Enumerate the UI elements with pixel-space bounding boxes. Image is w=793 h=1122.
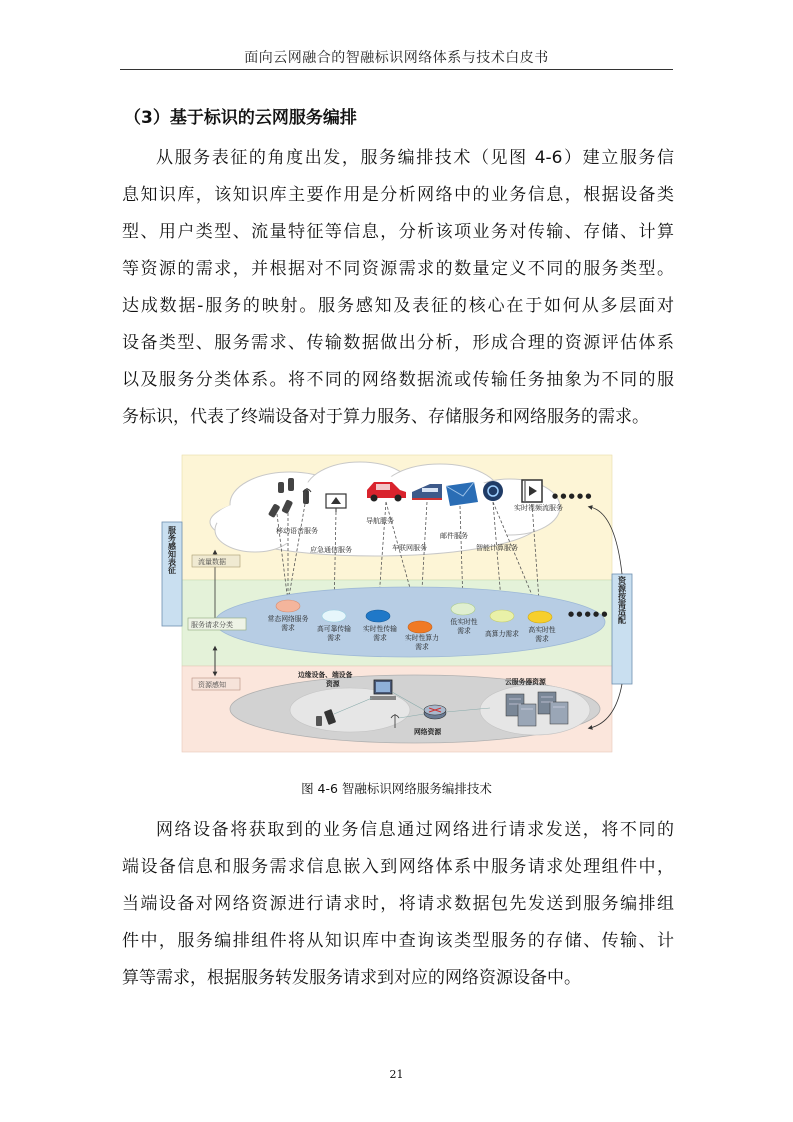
paragraph-2 — [122, 812, 674, 997]
service-label: 车联网服务 — [392, 544, 427, 552]
service-label: 实时视频流服务 — [514, 504, 563, 512]
ai-compute-icon — [483, 481, 503, 501]
paragraph-line: 当端设备对网络资源进行请求时，将请求数据包先发送到服务编排组 — [122, 894, 674, 914]
paragraph-line: 以及服务分类体系。将不同的网络数据流或传输任务抽象为不同的服 — [122, 370, 674, 390]
flow-label: 服务请求分类 — [191, 621, 233, 629]
section-heading: （3）基于标识的云网服务编排 — [124, 108, 357, 128]
demand-label: 需求 — [281, 624, 295, 632]
resource-label-edge: 边缘设备、端设备 — [298, 671, 353, 679]
service-label: 智能计算服务 — [476, 544, 518, 552]
video-stream-icon — [522, 480, 542, 502]
demand-label: 需求 — [415, 643, 429, 651]
paragraph-line: 件中，服务编排组件将从知识库中查询该类型服务的存储、传输、计 — [122, 931, 674, 951]
demand-label: 需求 — [327, 634, 341, 642]
service-label: 应急通信服务 — [310, 546, 352, 554]
service-orchestration-diagram — [160, 452, 634, 754]
demand-label: 需求 — [373, 634, 387, 642]
paragraph-line: 达成数据-服务的映射。服务感知及表征的核心在于如何从多层面对 — [122, 296, 674, 316]
paragraph-line: 算等需求，根据服务转发服务请求到对应的网络资源设备中。 — [122, 968, 581, 988]
paragraph-line: 从服务表征的角度出发，服务编排技术（见图 4-6）建立服务信 — [156, 148, 674, 168]
page-number: 21 — [389, 1068, 404, 1081]
demand-label: 高可靠传输 — [317, 625, 351, 633]
paragraph-1 — [122, 140, 674, 436]
flow-label: 流量数据 — [198, 558, 226, 566]
service-label: 移动语音服务 — [276, 527, 318, 535]
demand-label: 高算力需求 — [485, 630, 519, 638]
demand-label: 高实时性 — [528, 626, 556, 634]
resource-label-network: 网络资源 — [414, 728, 442, 736]
demand-label: 实时性传输 — [363, 625, 397, 633]
paragraph-line: 等资源的需求，并根据对不同资源需求的数量定义不同的服务类型。 — [122, 259, 674, 279]
mail-icon — [446, 482, 478, 506]
demand-label: 实时性算力 — [405, 634, 439, 642]
cloud-ellipsis: ● ● ● ● ● — [552, 492, 592, 500]
resource-label-cloud: 云服务器资源 — [505, 678, 546, 686]
running-header: 面向云网融合的智融标识网络体系与技术白皮书 — [244, 50, 549, 66]
router-icon — [424, 705, 446, 719]
service-label: 导航服务 — [366, 517, 394, 525]
edge-resource-ellipse — [290, 688, 410, 732]
paragraph-line: 型、用户类型、流量特征等信息，分析该项业务对传输、存储、计算 — [122, 222, 674, 242]
demand-ellipsis: ● ● ● ● ● — [568, 610, 608, 618]
right-bar-label: 资源按需适配 — [617, 576, 627, 624]
left-bar-label: 服务感知表征 — [167, 526, 177, 574]
demand-label: 常态网络服务 — [267, 615, 309, 623]
computer-icon — [370, 680, 396, 700]
paragraph-line: 端设备信息和服务需求信息嵌入到网络体系中服务请求处理组件中， — [122, 857, 674, 877]
demand-label: 低实时性 — [450, 618, 478, 626]
paragraph-line: 息知识库，该知识库主要作用是分析网络中的业务信息，根据设备类 — [122, 185, 674, 205]
resource-label-edge: 资源 — [326, 680, 340, 688]
paragraph-line: 网络设备将获取到的业务信息通过网络进行请求发送，将不同的 — [156, 820, 674, 840]
figure-caption: 图 4-6 智融标识网络服务编排技术 — [301, 781, 492, 796]
demand-label: 需求 — [535, 635, 549, 643]
service-label: 邮件服务 — [440, 532, 468, 540]
paragraph-line: 务标识，代表了终端设备对于算力服务、存储服务和网络服务的需求。 — [122, 407, 649, 427]
paragraph-line: 设备类型、服务需求、传输数据做出分析，形成合理的资源评估体系 — [122, 333, 674, 353]
header-rule — [120, 69, 673, 70]
demand-label: 需求 — [457, 627, 471, 635]
flow-label: 资源感知 — [198, 681, 226, 689]
